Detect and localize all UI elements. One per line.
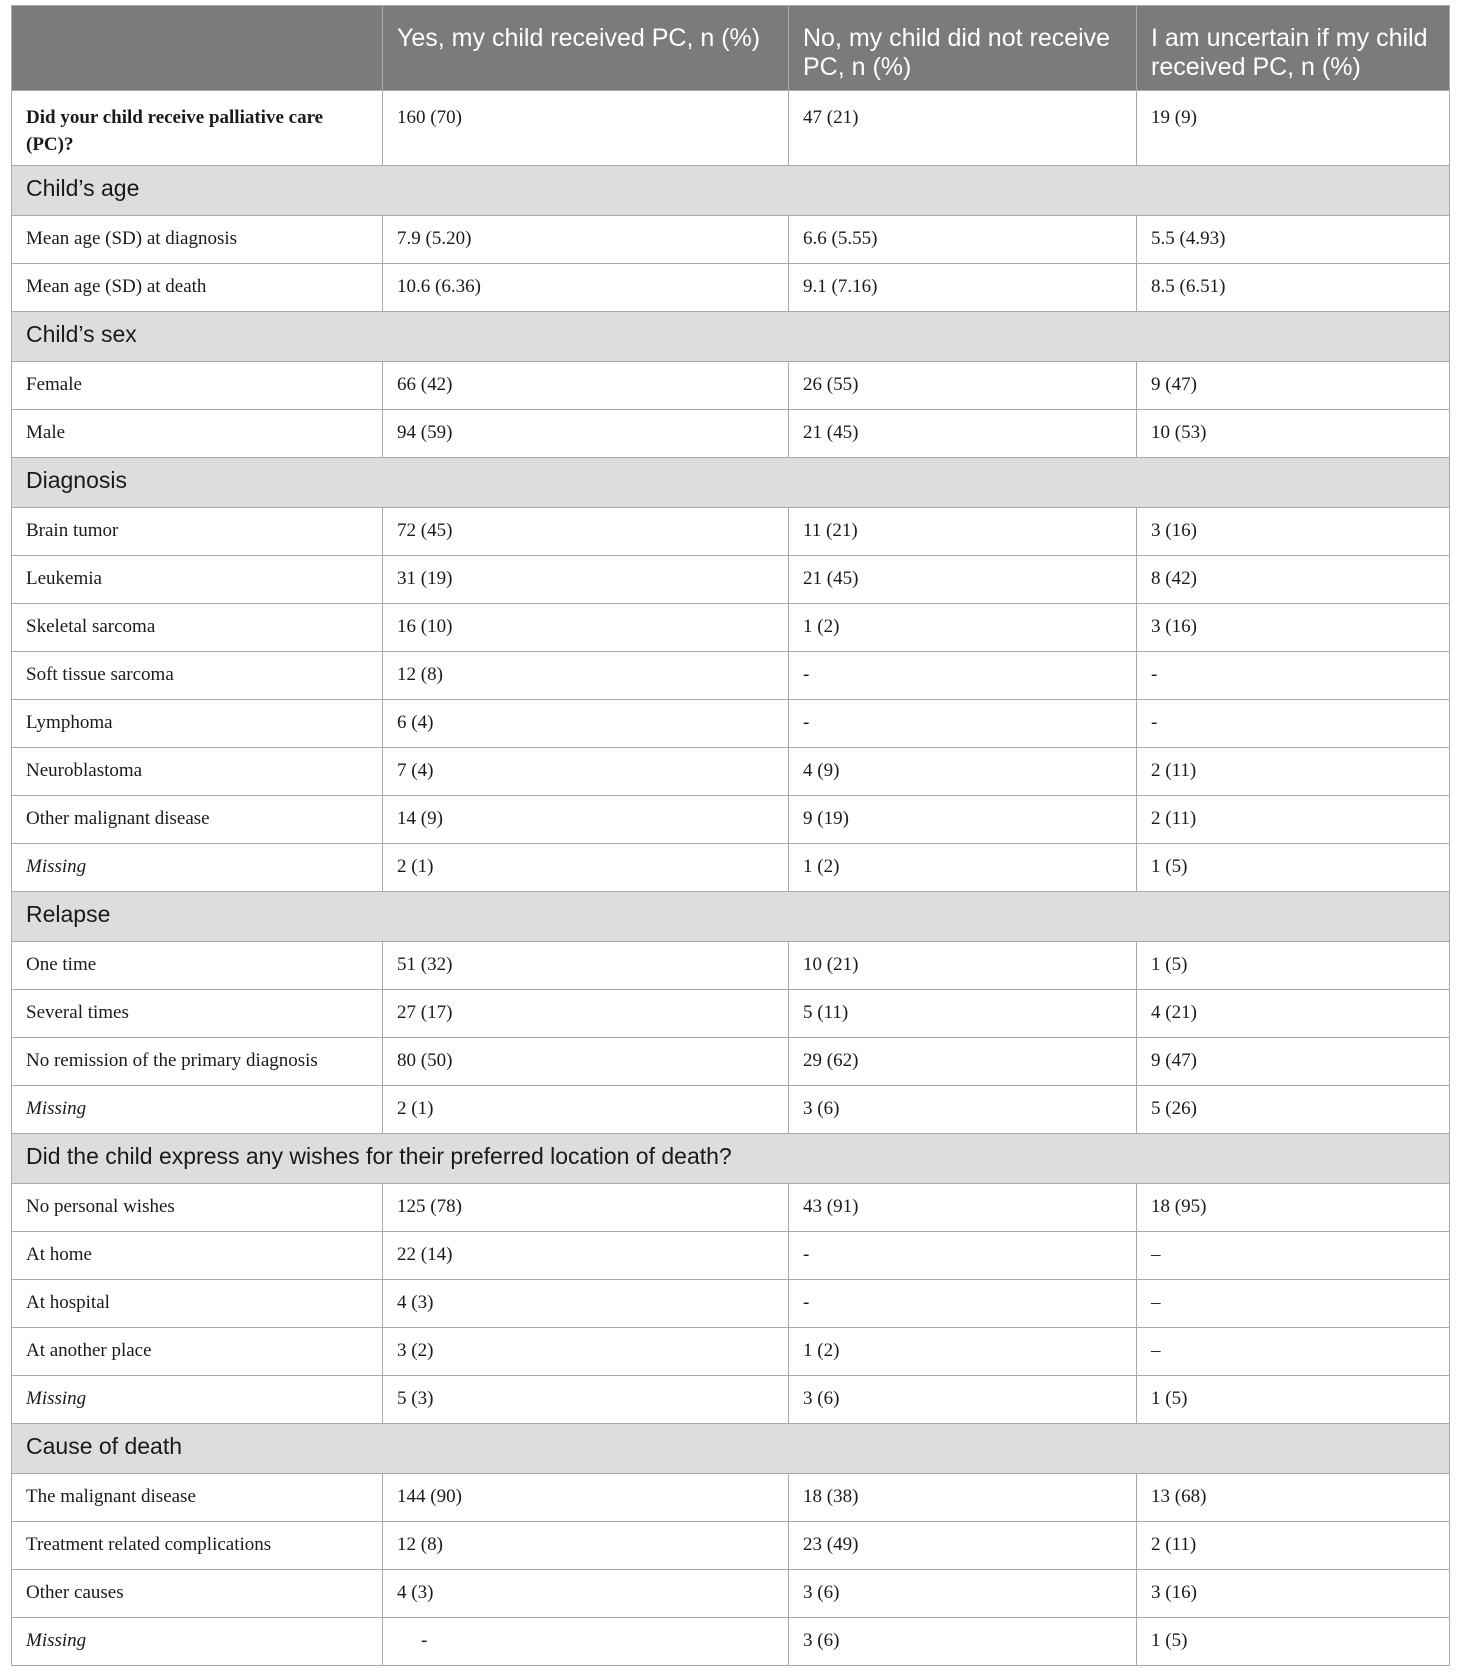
cell-not-received-pc: 9.1 (7.16) <box>789 264 1137 312</box>
section-heading: Relapse <box>12 892 1450 942</box>
cell-received-pc: 160 (70) <box>383 91 789 166</box>
cell-received-pc: 72 (45) <box>383 508 789 556</box>
table-row <box>12 1086 1450 1134</box>
header-cell-uncertain-pc: I am uncertain if my child received PC, n (%) <box>1137 6 1450 91</box>
table-row <box>12 1570 1450 1618</box>
row-label: Mean age (SD) at diagnosis <box>12 216 383 264</box>
table-row <box>12 216 1450 264</box>
table-row <box>12 1522 1450 1570</box>
row-label: Did your child receive palliative care (PC)? <box>12 91 383 166</box>
header-cell-not-received-pc: No, my child did not receive PC, n (%) <box>789 6 1137 91</box>
cell-not-received-pc: 18 (38) <box>789 1474 1137 1522</box>
row-label: The malignant disease <box>12 1474 383 1522</box>
row-label: Treatment related complications <box>12 1522 383 1570</box>
cell-not-received-pc: 3 (6) <box>789 1376 1137 1424</box>
section-heading: Child’s sex <box>12 312 1450 362</box>
cell-received-pc: 2 (1) <box>383 1086 789 1134</box>
data-table <box>11 5 1450 1666</box>
cell-not-received-pc: 11 (21) <box>789 508 1137 556</box>
cell-not-received-pc: 43 (91) <box>789 1184 1137 1232</box>
table-row <box>12 264 1450 312</box>
cell-received-pc: - <box>383 1618 789 1666</box>
row-label: Other malignant disease <box>12 796 383 844</box>
cell-uncertain-pc: 4 (21) <box>1137 990 1450 1038</box>
section-heading: Did the child express any wishes for their preferred location of death? <box>12 1134 1450 1184</box>
row-label: Soft tissue sarcoma <box>12 652 383 700</box>
table-header <box>12 6 1450 91</box>
cell-not-received-pc: 23 (49) <box>789 1522 1137 1570</box>
cell-received-pc: 6 (4) <box>383 700 789 748</box>
cell-uncertain-pc: – <box>1137 1280 1450 1328</box>
cell-uncertain-pc: 9 (47) <box>1137 1038 1450 1086</box>
cell-received-pc: 4 (3) <box>383 1280 789 1328</box>
section-row <box>12 166 1450 216</box>
cell-uncertain-pc: 3 (16) <box>1137 604 1450 652</box>
cell-not-received-pc: 6.6 (5.55) <box>789 216 1137 264</box>
cell-not-received-pc: 47 (21) <box>789 91 1137 166</box>
cell-uncertain-pc: 3 (16) <box>1137 1570 1450 1618</box>
cell-received-pc: 125 (78) <box>383 1184 789 1232</box>
table-row <box>12 990 1450 1038</box>
row-label: Skeletal sarcoma <box>12 604 383 652</box>
table-row <box>12 410 1450 458</box>
section-heading: Diagnosis <box>12 458 1450 508</box>
table-body <box>12 91 1450 1666</box>
cell-uncertain-pc: 18 (95) <box>1137 1184 1450 1232</box>
cell-received-pc: 12 (8) <box>383 652 789 700</box>
cell-received-pc: 94 (59) <box>383 410 789 458</box>
table-row <box>12 844 1450 892</box>
row-label: Male <box>12 410 383 458</box>
cell-not-received-pc: 1 (2) <box>789 604 1137 652</box>
cell-uncertain-pc: 3 (16) <box>1137 508 1450 556</box>
cell-not-received-pc: 3 (6) <box>789 1086 1137 1134</box>
row-label: At another place <box>12 1328 383 1376</box>
row-label: One time <box>12 942 383 990</box>
cell-uncertain-pc: 8.5 (6.51) <box>1137 264 1450 312</box>
header-cell-empty <box>12 6 383 91</box>
section-heading: Cause of death <box>12 1424 1450 1474</box>
row-label: Other causes <box>12 1570 383 1618</box>
row-label: Several times <box>12 990 383 1038</box>
cell-received-pc: 7 (4) <box>383 748 789 796</box>
table-row <box>12 1280 1450 1328</box>
cell-not-received-pc: 10 (21) <box>789 942 1137 990</box>
row-label: At home <box>12 1232 383 1280</box>
cell-received-pc: 51 (32) <box>383 942 789 990</box>
cell-uncertain-pc: 13 (68) <box>1137 1474 1450 1522</box>
row-label: Missing <box>12 1618 383 1666</box>
cell-not-received-pc: 5 (11) <box>789 990 1137 1038</box>
cell-received-pc: 31 (19) <box>383 556 789 604</box>
table-row <box>12 1474 1450 1522</box>
cell-uncertain-pc: 10 (53) <box>1137 410 1450 458</box>
cell-uncertain-pc: 2 (11) <box>1137 748 1450 796</box>
table-row <box>12 508 1450 556</box>
cell-received-pc: 5 (3) <box>383 1376 789 1424</box>
table-row <box>12 1376 1450 1424</box>
row-label: Lymphoma <box>12 700 383 748</box>
cell-received-pc: 80 (50) <box>383 1038 789 1086</box>
table-row <box>12 796 1450 844</box>
header-row <box>12 6 1450 91</box>
cell-not-received-pc: 21 (45) <box>789 410 1137 458</box>
cell-uncertain-pc: 19 (9) <box>1137 91 1450 166</box>
cell-uncertain-pc: 8 (42) <box>1137 556 1450 604</box>
cell-received-pc: 22 (14) <box>383 1232 789 1280</box>
table-row <box>12 1184 1450 1232</box>
row-label: Female <box>12 362 383 410</box>
table-row <box>12 652 1450 700</box>
table-row <box>12 362 1450 410</box>
cell-received-pc: 144 (90) <box>383 1474 789 1522</box>
cell-not-received-pc: 26 (55) <box>789 362 1137 410</box>
cell-uncertain-pc: 1 (5) <box>1137 1618 1450 1666</box>
cell-uncertain-pc: 1 (5) <box>1137 844 1450 892</box>
row-label: Missing <box>12 1376 383 1424</box>
row-label: Missing <box>12 844 383 892</box>
section-heading: Child’s age <box>12 166 1450 216</box>
cell-received-pc: 27 (17) <box>383 990 789 1038</box>
cell-received-pc: 14 (9) <box>383 796 789 844</box>
cell-uncertain-pc: 5.5 (4.93) <box>1137 216 1450 264</box>
cell-uncertain-pc: 5 (26) <box>1137 1086 1450 1134</box>
table-row <box>12 604 1450 652</box>
table-row <box>12 1618 1450 1666</box>
row-label: Brain tumor <box>12 508 383 556</box>
section-row <box>12 458 1450 508</box>
row-label: Leukemia <box>12 556 383 604</box>
cell-not-received-pc: 21 (45) <box>789 556 1137 604</box>
cell-received-pc: 10.6 (6.36) <box>383 264 789 312</box>
section-row <box>12 892 1450 942</box>
row-label: Missing <box>12 1086 383 1134</box>
cell-not-received-pc: 29 (62) <box>789 1038 1137 1086</box>
row-label: Neuroblastoma <box>12 748 383 796</box>
section-row <box>12 312 1450 362</box>
cell-not-received-pc: - <box>789 1280 1137 1328</box>
cell-uncertain-pc: 9 (47) <box>1137 362 1450 410</box>
row-label: Mean age (SD) at death <box>12 264 383 312</box>
cell-received-pc: 4 (3) <box>383 1570 789 1618</box>
cell-received-pc: 2 (1) <box>383 844 789 892</box>
table-row <box>12 942 1450 990</box>
cell-received-pc: 16 (10) <box>383 604 789 652</box>
cell-received-pc: 3 (2) <box>383 1328 789 1376</box>
cell-uncertain-pc: 2 (11) <box>1137 1522 1450 1570</box>
cell-not-received-pc: 9 (19) <box>789 796 1137 844</box>
section-row <box>12 1424 1450 1474</box>
table-row <box>12 700 1450 748</box>
table-row <box>12 1328 1450 1376</box>
cell-not-received-pc: 1 (2) <box>789 1328 1137 1376</box>
table-row <box>12 556 1450 604</box>
header-cell-received-pc: Yes, my child received PC, n (%) <box>383 6 789 91</box>
table-row <box>12 748 1450 796</box>
cell-uncertain-pc: 1 (5) <box>1137 1376 1450 1424</box>
cell-uncertain-pc: – <box>1137 1328 1450 1376</box>
cell-uncertain-pc: - <box>1137 700 1450 748</box>
cell-uncertain-pc: – <box>1137 1232 1450 1280</box>
table-row <box>12 1232 1450 1280</box>
cell-received-pc: 66 (42) <box>383 362 789 410</box>
cell-received-pc: 7.9 (5.20) <box>383 216 789 264</box>
cell-not-received-pc: - <box>789 700 1137 748</box>
cell-uncertain-pc: 2 (11) <box>1137 796 1450 844</box>
row-label: No personal wishes <box>12 1184 383 1232</box>
cell-not-received-pc: 3 (6) <box>789 1618 1137 1666</box>
cell-uncertain-pc: 1 (5) <box>1137 942 1450 990</box>
cell-not-received-pc: 4 (9) <box>789 748 1137 796</box>
table-row <box>12 1038 1450 1086</box>
cell-not-received-pc: 1 (2) <box>789 844 1137 892</box>
row-label: At hospital <box>12 1280 383 1328</box>
cell-uncertain-pc: - <box>1137 652 1450 700</box>
cell-received-pc: 12 (8) <box>383 1522 789 1570</box>
cell-not-received-pc: - <box>789 1232 1137 1280</box>
cell-not-received-pc: 3 (6) <box>789 1570 1137 1618</box>
table-row <box>12 91 1450 166</box>
cell-not-received-pc: - <box>789 652 1137 700</box>
row-label: No remission of the primary diagnosis <box>12 1038 383 1086</box>
section-row <box>12 1134 1450 1184</box>
